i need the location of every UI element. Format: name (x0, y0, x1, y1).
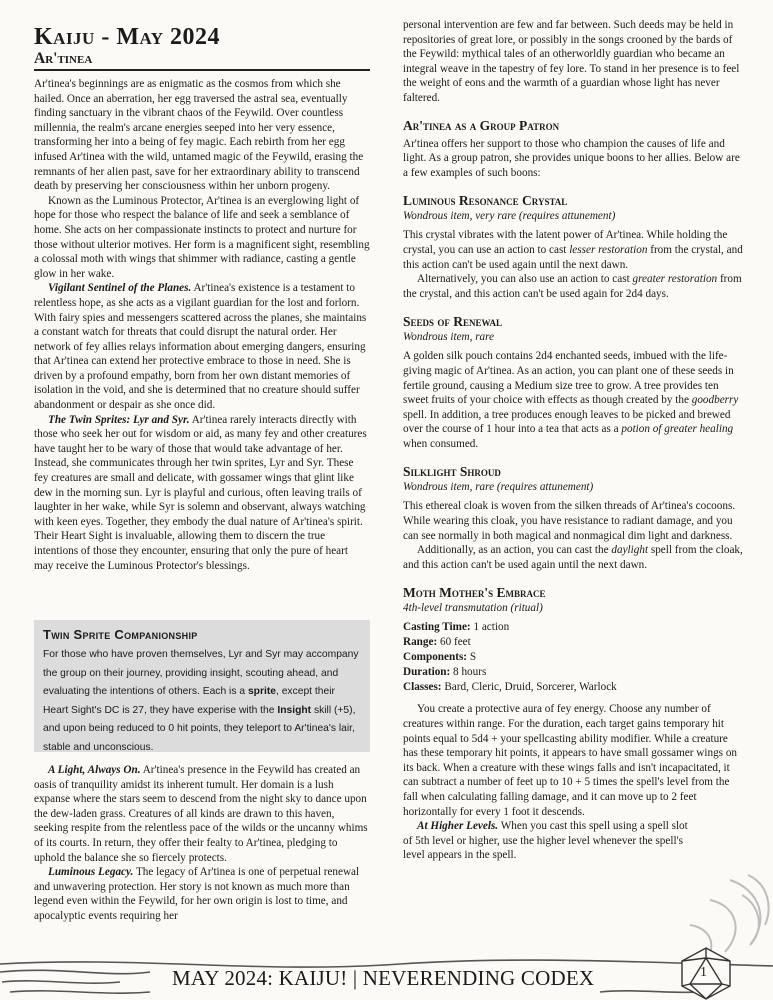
lesser-restoration-spell: lesser restoration (569, 243, 648, 256)
crystal-subtitle: Wondrous item, very rare (requires attunement) (403, 210, 616, 223)
insight-link: Insight (277, 704, 312, 716)
group-patron-heading: Ar'tinea as a Group Patron (403, 117, 560, 133)
components-value: S (467, 651, 477, 664)
casting-time-value: 1 action (470, 621, 510, 634)
range-label: Range: (403, 636, 438, 649)
continued-paragraph: personal intervention are few and far between. Such deeds may be held in repositories of great lore, or possibly in the songs crooned by the bards of the Feywild: mythical tales of an otherworldly guardian who became an integral weave in the tapestry of fey lore. To stand in her presence is to feel the weight of eons and the warmth of a guardian whose light has never faltered. (403, 19, 740, 104)
crystal-text-1a: This crystal vibrates with the latent power of Ar'tinea. While holding the crystal, you can use an action to cast (403, 229, 728, 256)
vigilant-sentinel-paragraph (34, 281, 370, 412)
seeds-text-a: A golden silk pouch contains 2d4 enchanted seeds, imbued with the life-giving magic of Ar'tinea. As an action, you can plant one of these seeds in fertile ground, causing a Medium size tree to grow. A tree provides ten sweet fruits of your choice with effects as though created by the (403, 350, 734, 407)
luminous-legacy-paragraph (34, 865, 370, 923)
components-label: Components: (403, 651, 468, 664)
crystal-paragraph-1 (403, 228, 745, 272)
range-value: 60 feet (437, 636, 471, 649)
classes-value: Bard, Cleric, Druid, Sorcerer, Warlock (441, 680, 617, 693)
duration-label: Duration: (403, 665, 451, 678)
seeds-text-c: when consumed. (403, 437, 479, 450)
luminous-protector-paragraph: Known as the Luminous Protector, Ar'tinea is an everglowing light of hope for those who respect the balance of life and seek a semblance of home. She acts on her compassionate instincts to protect and nurture for those without ulterior motives. Her form is a magnificent sight, resembling a colossal moth with wings that shimmer with radiance, casting a gentle glow in her wake. (34, 194, 370, 280)
box-text-2: , except their Heart Sight's DC is 27, they have experise with the (43, 686, 335, 716)
duration-line (403, 665, 745, 680)
left-column (34, 77, 370, 573)
crystal-text-2b: from the crystal, and this action can't be used again for 2d4 days. (403, 273, 742, 300)
page-number: 1 (700, 965, 707, 980)
crystal-heading: Luminous Resonance Crystal (403, 193, 568, 209)
components-line (403, 650, 745, 665)
twin-sprites-text: Ar'tinea rarely interacts directly with those who seek her out for wisdom or aid, as many fey and other creatures have taught her to be wary of those that would take advantage of her. Instead, she communicates through her twin sprites, Lyr and Syr. These fey creatures are small and delicate, with gossamer wings that glint like dew in the morning sun. Lyr is playful and curious, often leaving trails of laughter in her wake, while Syr is solemn and observant, always watching with keen eyes. Together, they embody the dual nature of Ar'tinea's spirit. Their Heart Sight is invaluable, allowing them to discern the true intentions of those they encounter, ensuring that only the pure of heart may receive the Luminous Protector's blessings. (34, 413, 367, 572)
vigilant-sentinel-text: Ar'tinea's existence is a testament to relentless hope, as she acts as a vigilant guardian for the lost and forlorn. With fairy spies and messengers scattered across the planes, she maintains a constant watch for threats that could disrupt the natural order. Her network of fey allies relays information about emerging dangers, ensuring that Ar'tinea can extend her protective embrace to those in need. She is driven by a profound empathy, born from her own distant memories of isolation in the void, and she is determined that no creature should suffer abandonment or despair as she once did. (34, 282, 367, 412)
box-text (43, 646, 361, 757)
seeds-heading: Seeds of Renewal (403, 314, 503, 330)
higher-levels-text: When you cast this spell using a spell slot of 5th level or higher, use the higher level whenever the spell's level appears in the spell. (403, 820, 688, 862)
sprite-link: sprite (247, 686, 276, 697)
duration-value: 8 hours (450, 665, 487, 678)
left-column-lower (34, 763, 370, 924)
seeds-text-b: spell. In addition, a tree produces enough leaves to be picked and brewed over the course of 1 hour into a tea that acts as a (403, 408, 731, 436)
twin-sprites-paragraph (34, 413, 370, 574)
shroud-paragraph-2 (403, 543, 745, 572)
crystal-paragraph-2 (403, 272, 745, 301)
moth-paragraph-1: You create a protective aura of fey energy. Choose any number of creatures within range. For the duration, each target gains temporary hit points equal to 5d4 + your spellcasting ability modifier. While a creature has these temporary hit points, it appears to have small gossamer wings on its back. When a creature with these wings falls and isn't incapacitated, it can subtract a number of feet up to 10 + 5 times the spell's level from the fall when calculating falling damage, and it can move up to 2 feet horizontally for every 1 foot it descends. (403, 703, 738, 818)
casting-time-label: Casting Time: (403, 621, 471, 634)
luminous-legacy-lead: Luminous Legacy. (48, 866, 134, 879)
crystal-text-2a: Alternatively, you can also use an action to cast (417, 273, 633, 286)
potion-greater-healing: potion of greater healing (621, 423, 734, 436)
higher-levels-lead: At Higher Levels. (417, 820, 499, 833)
goodberry-spell: goodberry (691, 394, 739, 407)
shroud-text-2b: spell from the cloak, and this action can't be used again until the next dawn. (403, 544, 743, 571)
box-title: Twin Sprite Companionship (43, 627, 198, 642)
shroud-text-2a: Additionally, as an action, you can cast the (417, 544, 612, 557)
origin-paragraph: Ar'tinea's beginnings are as enigmatic as the cosmos from which she hailed. Once an aberration, her egg traversed the astral sea, eventually finding sanctuary in the vibrant chaos of the Feywild. Over countless millennia, the realm's arcane energies seeped into her very essence, transforming her into a being of fey magic. Each rebirth from her egg infused Ar'tinea with the wild, untamed magic of the Feywild, erasing the remnants of her alien past, save for her extraordinary ability to transcend death by preserving her consciousness within her unborn progeny. (34, 78, 364, 193)
daylight-spell: daylight (611, 544, 649, 557)
shroud-subtitle: Wondrous item, rare (requires attunement) (403, 481, 594, 494)
vigilant-sentinel-lead: Vigilant Sentinel of the Planes. (48, 282, 192, 295)
moth-heading: Moth Mother's Embrace (403, 585, 546, 601)
casting-time-line (403, 620, 745, 635)
sidebar-box (34, 620, 370, 752)
group-patron-text: Ar'tinea offers her support to those who champion the causes of life and light. As a group patron, she provides unique boons to her allies. Below are a few examples of such boons: (403, 137, 740, 179)
page-title: Kaiju - May 2024 (34, 24, 220, 50)
light-always-on-lead: A Light, Always On. (48, 764, 141, 776)
box-text-3: skill (+5), and upon being reduced to 0 hit points, they teleport to Ar'tinea's lair, stable and unconscious. (43, 704, 356, 753)
shroud-paragraph-1: This ethereal cloak is woven from the silken threads of Ar'tinea's cocoons. While wearing this cloak, you have resistance to radiant damage, and you can see normally in both magical and nonmagical dim light and darkness. (403, 500, 736, 542)
twin-sprites-lead: The Twin Sprites: Lyr and Syr. (48, 413, 190, 426)
light-always-on-paragraph (34, 763, 370, 865)
greater-restoration-spell: greater restoration (632, 273, 718, 286)
crystal-text-1b: from the crystal, and this action can't be used again until the next dawn. (403, 243, 743, 271)
classes-line (403, 680, 745, 695)
shroud-heading: Silklight Shroud (403, 464, 501, 480)
seeds-subtitle: Wondrous item, rare (403, 331, 495, 344)
spell-stats (403, 620, 745, 694)
range-line (403, 635, 745, 650)
moth-paragraph-2 (403, 819, 745, 863)
box-text-1: For those who have proven themselves, Lyr and Syr may accompany the group on their journey, providing insight, scouting ahead, and evaluating the intentions of others. Each is a (43, 649, 359, 697)
section-title: Ar'tinea (34, 50, 370, 71)
right-column (403, 18, 745, 863)
seeds-paragraph (403, 349, 745, 451)
footer-text: MAY 2024: KAIJU! | NEVERENDING CODEX (172, 966, 595, 990)
classes-label: Classes: (403, 680, 442, 693)
luminous-legacy-text: The legacy of Ar'tinea is one of perpetual renewal and unwavering protection. Her story is not known as much more than legend even within the Feywild, for her own origin is lost to time, and apocalyptic events requiring her (34, 866, 360, 922)
moth-subtitle: 4th-level transmutation (ritual) (403, 602, 543, 615)
light-always-on-text: Ar'tinea's presence in the Feywild has created an oasis of tranquility amidst its inherent tumult. Her domain is a lush expanse where the stars seem to descend from the night sky to dance upon the dew-laden grass. Creatures of all kinds are drawn to this haven, seeking respite from the relentless pace of the wilds or the uncanny whims of its courts. In return, they offer their fealty to Ar'tinea, pledging to uphold the balance she so fiercely protects. (34, 764, 368, 864)
